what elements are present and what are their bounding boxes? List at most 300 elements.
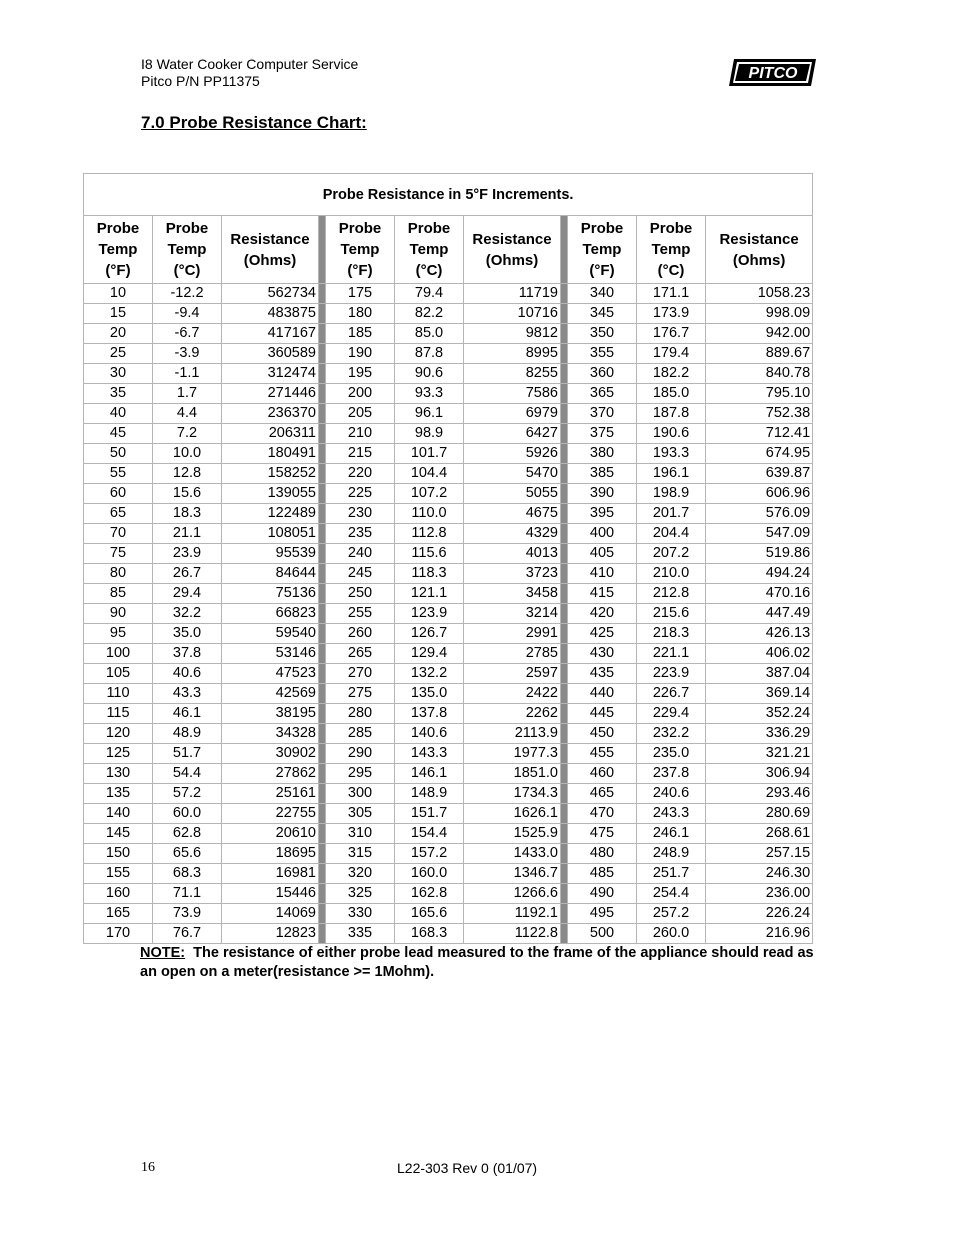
header-line: Probe [580,220,624,237]
cell-temp-c: 151.7 [395,804,464,824]
cell-temp-c: 246.1 [637,824,706,844]
column-separator [561,604,568,624]
cell-resistance: 30902 [222,744,319,764]
header-temp-f [84,216,153,284]
column-separator [319,344,326,364]
header-line: Resistance [230,230,310,248]
cell-temp-c: 154.4 [395,824,464,844]
cell-resistance: 1122.8 [464,924,561,944]
cell-resistance: 20610 [222,824,319,844]
column-separator [319,216,326,284]
table-row [84,284,813,304]
column-separator [561,744,568,764]
cell-temp-c: 76.7 [153,924,222,944]
header-line: Probe [407,220,451,237]
cell-temp-f: 170 [84,924,153,944]
probe-resistance-table [83,173,813,944]
column-separator [561,644,568,664]
cell-temp-f: 330 [326,904,395,924]
cell-temp-c: 190.6 [637,424,706,444]
table-caption: Probe Resistance in 5°F Increments. [84,174,813,216]
column-separator [319,564,326,584]
cell-temp-c: 182.2 [637,364,706,384]
cell-resistance: 5926 [464,444,561,464]
cell-resistance: 639.87 [706,464,813,484]
cell-temp-f: 470 [568,804,637,824]
cell-temp-f: 255 [326,604,395,624]
cell-temp-c: 207.2 [637,544,706,564]
column-separator [561,384,568,404]
cell-resistance: 280.69 [706,804,813,824]
cell-temp-f: 195 [326,364,395,384]
cell-temp-c: 57.2 [153,784,222,804]
header-line: (°F) [105,262,131,279]
column-separator [561,884,568,904]
cell-temp-c: 48.9 [153,724,222,744]
column-separator [561,544,568,564]
table-row [84,384,813,404]
column-separator [561,504,568,524]
cell-resistance: 226.24 [706,904,813,924]
cell-resistance: 10716 [464,304,561,324]
cell-temp-f: 480 [568,844,637,864]
note [140,944,820,982]
cell-resistance: 12823 [222,924,319,944]
cell-temp-c: 73.9 [153,904,222,924]
cell-resistance: 889.67 [706,344,813,364]
cell-temp-f: 345 [568,304,637,324]
table-row [84,564,813,584]
cell-temp-c: 12.8 [153,464,222,484]
table-row [84,344,813,364]
cell-temp-c: 171.1 [637,284,706,304]
cell-temp-c: 143.3 [395,744,464,764]
cell-temp-f: 380 [568,444,637,464]
cell-temp-c: 251.7 [637,864,706,884]
table-row [84,724,813,744]
cell-temp-c: 60.0 [153,804,222,824]
cell-temp-c: 37.8 [153,644,222,664]
cell-temp-f: 95 [84,624,153,644]
cell-temp-c: 118.3 [395,564,464,584]
cell-resistance: 606.96 [706,484,813,504]
cell-temp-c: 165.6 [395,904,464,924]
cell-temp-f: 230 [326,504,395,524]
table-row [84,404,813,424]
column-separator [319,784,326,804]
header-temp-c [395,216,464,284]
cell-resistance: 268.61 [706,824,813,844]
column-separator [319,604,326,624]
cell-temp-f: 290 [326,744,395,764]
cell-temp-c: 32.2 [153,604,222,624]
column-separator [319,444,326,464]
header-line: Resistance [719,230,799,248]
column-separator [561,424,568,444]
cell-temp-f: 160 [84,884,153,904]
cell-resistance: 7586 [464,384,561,404]
cell-temp-c: 248.9 [637,844,706,864]
cell-temp-c: 4.4 [153,404,222,424]
cell-temp-f: 110 [84,684,153,704]
cell-temp-f: 10 [84,284,153,304]
cell-temp-c: 229.4 [637,704,706,724]
cell-temp-c: 104.4 [395,464,464,484]
column-header-row [84,216,813,284]
column-separator [319,404,326,424]
cell-temp-f: 150 [84,844,153,864]
cell-temp-f: 280 [326,704,395,724]
cell-resistance: 84644 [222,564,319,584]
cell-temp-f: 425 [568,624,637,644]
cell-temp-f: 50 [84,444,153,464]
cell-resistance: 66823 [222,604,319,624]
cell-temp-c: 10.0 [153,444,222,464]
cell-temp-f: 100 [84,644,153,664]
cell-temp-f: 205 [326,404,395,424]
table-row [84,584,813,604]
column-separator [561,364,568,384]
cell-temp-c: 115.6 [395,544,464,564]
cell-resistance: 4675 [464,504,561,524]
cell-temp-c: 221.1 [637,644,706,664]
cell-resistance: 158252 [222,464,319,484]
cell-temp-f: 35 [84,384,153,404]
cell-temp-f: 465 [568,784,637,804]
cell-resistance: 2262 [464,704,561,724]
cell-temp-f: 405 [568,544,637,564]
column-separator [319,684,326,704]
cell-temp-c: 68.3 [153,864,222,884]
cell-temp-c: 112.8 [395,524,464,544]
cell-temp-c: 123.9 [395,604,464,624]
cell-temp-c: 71.1 [153,884,222,904]
table-row [84,864,813,884]
cell-temp-f: 45 [84,424,153,444]
cell-temp-f: 430 [568,644,637,664]
header-line: (°C) [173,262,201,279]
cell-temp-f: 55 [84,464,153,484]
cell-temp-f: 265 [326,644,395,664]
cell-resistance: 206311 [222,424,319,444]
cell-temp-f: 310 [326,824,395,844]
column-separator [561,704,568,724]
cell-temp-c: 35.0 [153,624,222,644]
cell-temp-f: 75 [84,544,153,564]
cell-temp-c: -3.9 [153,344,222,364]
cell-temp-f: 385 [568,464,637,484]
cell-temp-c: 126.7 [395,624,464,644]
cell-resistance: 139055 [222,484,319,504]
column-separator [319,824,326,844]
column-separator [319,524,326,544]
table-row [84,784,813,804]
cell-resistance: 1192.1 [464,904,561,924]
header-line: (Ohms) [243,251,297,269]
cell-resistance: 840.78 [706,364,813,384]
header-line: (°F) [347,262,373,279]
cell-temp-c: 40.6 [153,664,222,684]
cell-temp-c: 54.4 [153,764,222,784]
column-separator [561,324,568,344]
cell-resistance: 1851.0 [464,764,561,784]
cell-temp-c: 201.7 [637,504,706,524]
cell-temp-f: 365 [568,384,637,404]
cell-temp-c: 148.9 [395,784,464,804]
cell-temp-f: 165 [84,904,153,924]
header-temp-c [153,216,222,284]
column-separator [561,524,568,544]
cell-resistance: 406.02 [706,644,813,664]
cell-temp-f: 25 [84,344,153,364]
cell-temp-f: 220 [326,464,395,484]
header-line: Probe [338,220,382,237]
cell-resistance: 1266.6 [464,884,561,904]
cell-temp-f: 445 [568,704,637,724]
cell-resistance: 2785 [464,644,561,664]
header-line-1: I8 Water Cooker Computer Service [141,56,359,72]
column-separator [319,284,326,304]
header-line: Probe [165,220,209,237]
table-row [84,624,813,644]
cell-resistance: 122489 [222,504,319,524]
cell-resistance: 38195 [222,704,319,724]
column-separator [319,364,326,384]
cell-resistance: 180491 [222,444,319,464]
cell-temp-c: 260.0 [637,924,706,944]
cell-temp-f: 125 [84,744,153,764]
cell-temp-f: 145 [84,824,153,844]
cell-temp-c: 29.4 [153,584,222,604]
cell-temp-f: 315 [326,844,395,864]
column-separator [319,744,326,764]
cell-resistance: 470.16 [706,584,813,604]
cell-resistance: 752.38 [706,404,813,424]
header-line: Temp [98,241,138,258]
cell-temp-f: 440 [568,684,637,704]
cell-resistance: 306.94 [706,764,813,784]
cell-resistance: 16981 [222,864,319,884]
table-row [84,904,813,924]
cell-temp-f: 340 [568,284,637,304]
cell-temp-c: 237.8 [637,764,706,784]
cell-temp-c: 193.3 [637,444,706,464]
cell-resistance: 5470 [464,464,561,484]
cell-temp-f: 370 [568,404,637,424]
column-separator [319,644,326,664]
cell-temp-f: 450 [568,724,637,744]
column-separator [561,404,568,424]
cell-temp-f: 80 [84,564,153,584]
cell-temp-c: 98.9 [395,424,464,444]
table-row [84,824,813,844]
cell-temp-f: 455 [568,744,637,764]
column-separator [561,444,568,464]
cell-resistance: 236370 [222,404,319,424]
cell-resistance: 95539 [222,544,319,564]
cell-temp-c: 101.7 [395,444,464,464]
cell-temp-f: 275 [326,684,395,704]
cell-temp-c: 257.2 [637,904,706,924]
cell-temp-f: 90 [84,604,153,624]
column-separator [561,304,568,324]
column-separator [319,804,326,824]
cell-resistance: 942.00 [706,324,813,344]
column-separator [561,724,568,744]
cell-temp-f: 415 [568,584,637,604]
cell-resistance: 712.41 [706,424,813,444]
cell-temp-c: 87.8 [395,344,464,364]
header-line: (Ohms) [485,251,539,269]
cell-resistance: 9812 [464,324,561,344]
cell-temp-c: 46.1 [153,704,222,724]
cell-temp-c: 1.7 [153,384,222,404]
cell-resistance: 34328 [222,724,319,744]
cell-resistance: 674.95 [706,444,813,464]
cell-temp-c: 110.0 [395,504,464,524]
cell-resistance: 59540 [222,624,319,644]
header-line: (°F) [589,262,615,279]
cell-temp-f: 245 [326,564,395,584]
column-separator [561,784,568,804]
cell-temp-f: 20 [84,324,153,344]
cell-resistance: 1058.23 [706,284,813,304]
document-header [141,56,358,90]
cell-resistance: 483875 [222,304,319,324]
cell-temp-f: 135 [84,784,153,804]
cell-temp-c: 235.0 [637,744,706,764]
header-line-2: Pitco P/N PP11375 [141,73,260,89]
cell-temp-c: 215.6 [637,604,706,624]
note-label: NOTE: [140,945,186,961]
cell-resistance: 3723 [464,564,561,584]
cell-temp-f: 460 [568,764,637,784]
cell-temp-f: 325 [326,884,395,904]
cell-resistance: 1734.3 [464,784,561,804]
cell-temp-c: 226.7 [637,684,706,704]
header-line: (Ohms) [732,251,786,269]
cell-temp-c: 140.6 [395,724,464,744]
table-row [84,364,813,384]
column-separator [319,304,326,324]
column-separator [319,904,326,924]
cell-resistance: 417167 [222,324,319,344]
cell-temp-f: 70 [84,524,153,544]
cell-resistance: 2991 [464,624,561,644]
table-row [84,744,813,764]
cell-resistance: 2113.9 [464,724,561,744]
cell-resistance: 22755 [222,804,319,824]
cell-resistance: 8255 [464,364,561,384]
column-separator [561,624,568,644]
cell-temp-c: 196.1 [637,464,706,484]
cell-temp-f: 120 [84,724,153,744]
cell-resistance: 5055 [464,484,561,504]
cell-temp-f: 270 [326,664,395,684]
cell-temp-c: 185.0 [637,384,706,404]
cell-temp-c: 90.6 [395,364,464,384]
pitco-logo-text: PITCO [748,65,798,82]
column-separator [561,844,568,864]
cell-temp-f: 305 [326,804,395,824]
column-separator [561,684,568,704]
cell-temp-c: 176.7 [637,324,706,344]
column-separator [319,724,326,744]
cell-temp-c: 79.4 [395,284,464,304]
column-separator [319,704,326,724]
header-temp-f [326,216,395,284]
cell-temp-f: 130 [84,764,153,784]
cell-resistance: 293.46 [706,784,813,804]
cell-resistance: 352.24 [706,704,813,724]
cell-temp-c: 232.2 [637,724,706,744]
column-separator [561,804,568,824]
cell-resistance: 15446 [222,884,319,904]
table-row [84,684,813,704]
cell-temp-c: 15.6 [153,484,222,504]
column-separator [319,764,326,784]
cell-temp-f: 435 [568,664,637,684]
cell-temp-c: 254.4 [637,884,706,904]
cell-resistance: 336.29 [706,724,813,744]
cell-temp-f: 190 [326,344,395,364]
cell-temp-c: 21.1 [153,524,222,544]
cell-temp-c: 187.8 [637,404,706,424]
cell-temp-c: 82.2 [395,304,464,324]
cell-resistance: 998.09 [706,304,813,324]
cell-temp-f: 395 [568,504,637,524]
table-row [84,424,813,444]
cell-resistance: 360589 [222,344,319,364]
table-row [84,324,813,344]
cell-temp-c: -6.7 [153,324,222,344]
cell-temp-c: 223.9 [637,664,706,684]
cell-temp-f: 420 [568,604,637,624]
cell-temp-c: 62.8 [153,824,222,844]
cell-temp-f: 215 [326,444,395,464]
cell-temp-c: 129.4 [395,644,464,664]
cell-temp-c: 157.2 [395,844,464,864]
column-separator [319,844,326,864]
cell-temp-f: 65 [84,504,153,524]
cell-resistance: 257.15 [706,844,813,864]
cell-temp-f: 240 [326,544,395,564]
section-title: 7.0 Probe Resistance Chart: [141,113,367,132]
cell-temp-c: 121.1 [395,584,464,604]
column-separator [319,464,326,484]
cell-resistance: 6427 [464,424,561,444]
cell-resistance: 6979 [464,404,561,424]
cell-temp-c: 93.3 [395,384,464,404]
cell-resistance: 4329 [464,524,561,544]
column-separator [319,624,326,644]
header-resistance [706,216,813,284]
cell-temp-f: 140 [84,804,153,824]
cell-temp-c: 135.0 [395,684,464,704]
table-row [84,464,813,484]
cell-resistance: 1433.0 [464,844,561,864]
header-line: Temp [340,241,380,258]
cell-temp-c: -9.4 [153,304,222,324]
cell-temp-c: 18.3 [153,504,222,524]
header-line: Temp [409,241,449,258]
cell-resistance: 8995 [464,344,561,364]
cell-temp-f: 105 [84,664,153,684]
cell-temp-f: 490 [568,884,637,904]
cell-temp-f: 355 [568,344,637,364]
pitco-logo [728,57,817,88]
table-row [84,644,813,664]
